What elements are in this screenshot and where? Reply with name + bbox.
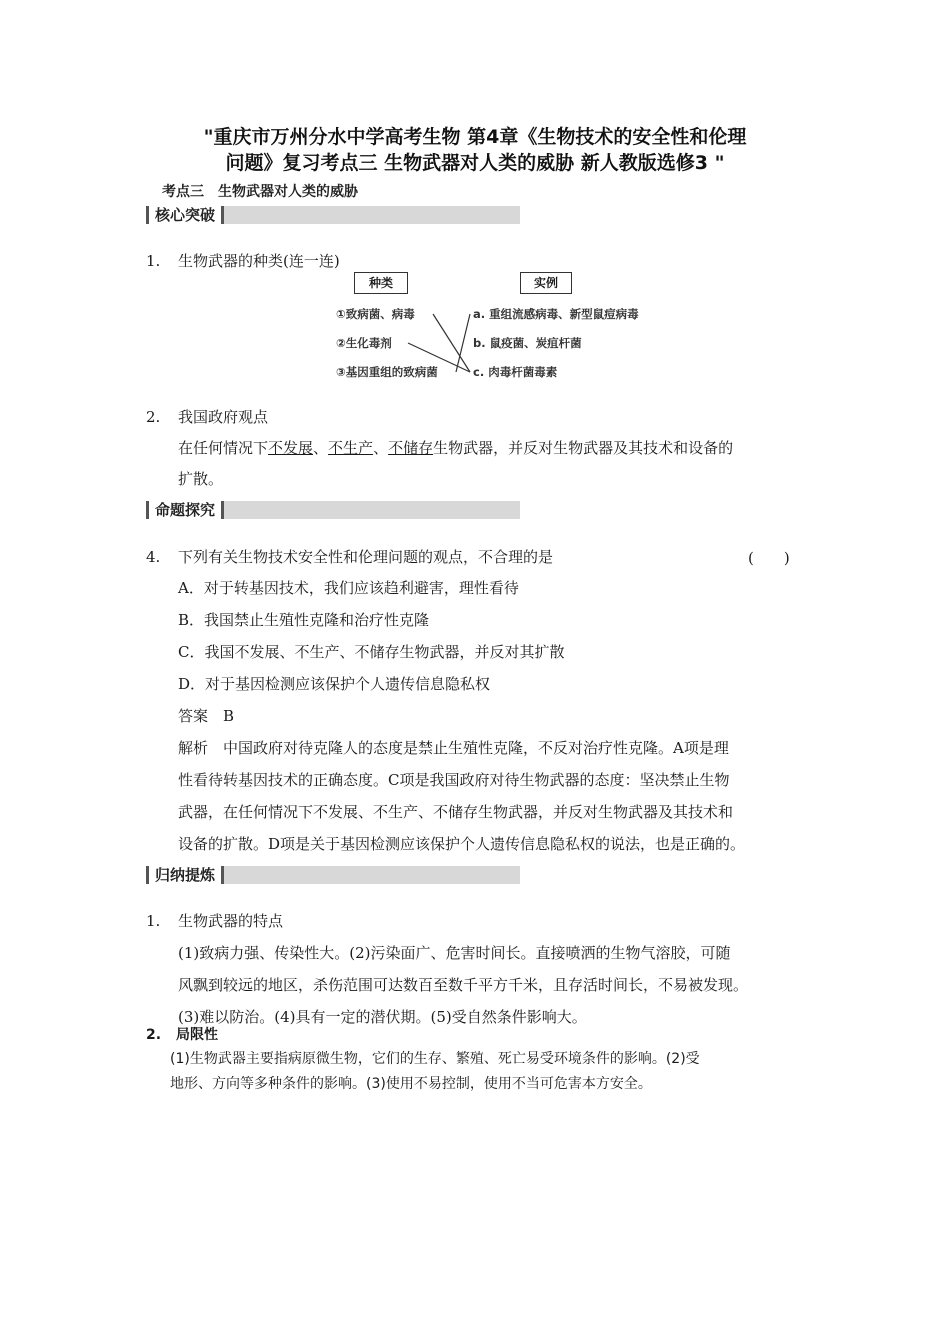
summary-body-line: (3)难以防治。(4)具有一定的潜伏期。(5)受自然条件影响大。 [178,1008,587,1026]
core-item2-body [178,438,733,458]
diagram-right-item: c. 肉毒杆菌毒素 [473,365,558,379]
matching-diagram [330,268,639,384]
core-item2-body-line2: 扩散。 [178,470,224,488]
diagram-right-item: b. 鼠疫菌、炭疽杆菌 [473,336,582,350]
diagram-left-item: ③基因重组的致病菌 [336,365,438,379]
option-b: B．我国禁止生殖性克隆和治疗性克隆 [178,611,430,629]
summary-item2-text: 局限性 [176,1027,218,1043]
option-d: D．对于基因检测应该保护个人遗传信息隐私权 [178,675,491,693]
section-subtitle: 考点三 生物武器对人类的威胁 [162,184,358,200]
answer-text: 答案 B [178,707,235,725]
answer-blank: ( ) [748,549,790,567]
summary-item2-body: (1)生物武器主要指病原微生物，它们的生存、繁殖、死亡易受环境条件的影响。(2)受 [170,1051,700,1067]
underlined-text: 不储存 [388,439,434,457]
title-line-2: 问题》复习考点三 生物武器对人类的威胁 新人教版选修3 " [225,152,725,174]
option-c: C．我国不发展、不生产、不储存生物武器，并反对其扩散 [178,643,565,661]
section-label-explore: 命题探究 [146,501,224,519]
diagram-left-item: ②生化毒剂 [336,336,392,350]
diagram-right-item: a. 重组流感病毒、新型鼠痘病毒 [473,307,639,321]
body-text: 、 [373,439,389,457]
body-text: 生物武器，并反对生物武器及其技术和设备的 [433,439,734,457]
body-text: 在任何情况下 [178,439,269,457]
section-label-summary: 归纳提炼 [146,866,224,884]
diagram-left-item: ①致病菌、病毒 [336,307,415,321]
title-line-1: "重庆市万州分水中学高考生物 第4章《生物技术的安全性和伦理 [203,126,747,148]
analysis-line: 性看待转基因技术的正确态度。C项是我国政府对待生物武器的态度：坚决禁止生物 [178,771,730,789]
analysis-line: 解析 中国政府对待克隆人的态度是禁止生殖性克隆，不反对治疗性克隆。A项是理 [178,739,729,757]
section-bar-explore [146,501,520,519]
question-number: 4. [146,548,161,566]
core-item1-number: 1. [146,252,161,270]
document-title [0,124,950,176]
option-a: A．对于转基因技术，我们应该趋利避害，理性看待 [178,579,519,597]
section-bar-summary [146,866,520,884]
summary-item1-number: 1. [146,912,161,930]
core-item2-text: 我国政府观点 [178,408,269,426]
core-item2-number: 2. [146,408,161,426]
summary-body-line: 风飘到较远的地区，杀伤范围可达数百至数千平方千米，且存活时间长，不易被发现。 [178,976,749,994]
core-item1-text: 生物武器的种类(连一连) [178,252,340,270]
question-text: 下列有关生物技术安全性和伦理问题的观点，不合理的是 [178,548,554,566]
summary-item2-body: 地形、方向等多种条件的影响。(3)使用不易控制，使用不当可危害本方安全。 [170,1076,652,1092]
underlined-text: 不生产 [328,439,374,457]
analysis-line: 设备的扩散。D项是关于基因检测应该保护个人遗传信息隐私权的说法，也是正确的。 [178,835,746,853]
body-text: 、 [313,439,329,457]
diagram-left-header: 种类 [354,272,408,294]
summary-body-line: (1)致病力强、传染性大。(2)污染面广、危害时间长。直接喷洒的生物气溶胶，可随 [178,944,731,962]
summary-item1-text: 生物武器的特点 [178,912,284,930]
summary-item2-number: 2. [146,1027,162,1043]
underlined-text: 不发展 [268,439,314,457]
section-bar-core [146,206,520,224]
analysis-line: 武器，在任何情况下不发展、不生产、不储存生物武器，并反对生物武器及其技术和 [178,803,734,821]
connector-line [456,314,470,372]
connector-lines [330,268,580,384]
diagram-right-header: 实例 [520,272,572,294]
section-label-core: 核心突破 [146,206,224,224]
